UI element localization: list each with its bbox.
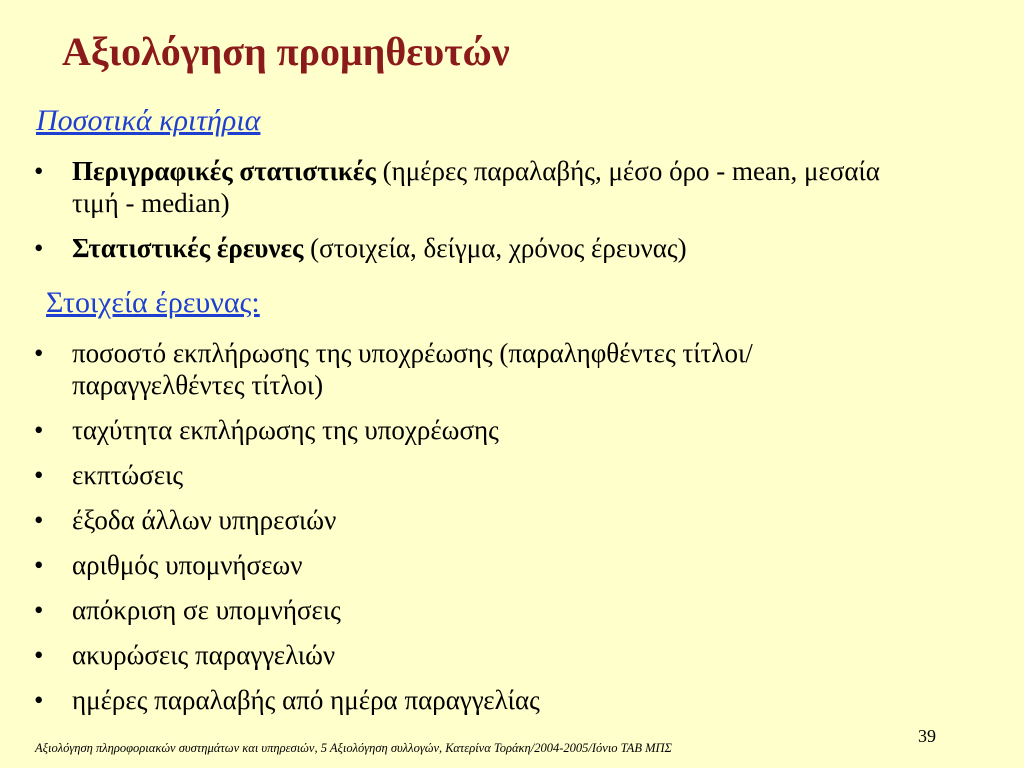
list-item: [30, 414, 870, 446]
bullet-icon: •: [34, 415, 44, 445]
bullet-icon: •: [34, 233, 44, 263]
list-item: [30, 459, 870, 491]
bullet-icon: •: [34, 460, 44, 490]
list-item: [30, 155, 910, 219]
quantitative-criteria-list: [30, 155, 910, 277]
item-text: έξοδα άλλων υπηρεσιών: [72, 505, 337, 535]
item-text: ακυρώσεις παραγγελιών: [72, 640, 336, 670]
item-text: (στοιχεία, δείγμα, χρόνος έρευνας): [303, 233, 687, 263]
bullet-icon: •: [34, 550, 44, 580]
section-heading-quantitative: Ποσοτικά κριτήρια: [36, 104, 261, 137]
slide-title: Αξιολόγηση προμηθευτών: [62, 29, 510, 74]
section-heading-survey-data: Στοιχεία έρευνας:: [46, 286, 260, 319]
item-text: ποσοστό εκπλήρωσης της υποχρέωσης (παραληφθέντες τίτλοι/παραγγελθέντες τίτλοι): [72, 338, 753, 400]
item-bold-label: Περιγραφικές στατιστικές: [72, 156, 376, 186]
page-number: 39: [918, 726, 936, 746]
bullet-icon: •: [34, 338, 44, 368]
item-bold-label: Στατιστικές έρευνες: [72, 233, 304, 263]
footer-text: Αξιολόγηση πληροφοριακών συστημάτων και υπηρεσιών, 5 Αξιολόγηση συλλογών, Κατερίνα Τοράκη/2004-2005/Ιόνιο ΤΑΒ ΜΠΣ: [35, 741, 672, 755]
list-item: [30, 232, 910, 264]
item-text: εκπτώσεις: [72, 460, 184, 490]
bullet-icon: •: [34, 685, 44, 715]
list-item: [30, 504, 870, 536]
list-item: [30, 549, 870, 581]
bullet-icon: •: [34, 595, 44, 625]
bullet-icon: •: [34, 156, 44, 186]
list-item: [30, 337, 870, 401]
item-text: αριθμός υπομνήσεων: [72, 550, 303, 580]
bullet-icon: •: [34, 505, 44, 535]
list-item: [30, 639, 870, 671]
bullet-icon: •: [34, 640, 44, 670]
item-text: ημέρες παραλαβής από ημέρα παραγγελίας: [72, 685, 540, 715]
item-text: ταχύτητα εκπλήρωσης της υποχρέωσης: [72, 415, 499, 445]
item-text: απόκριση σε υπομνήσεις: [72, 595, 341, 625]
item-text: (ημέρες παραλαβής, μέσο όρο - mean, μεσαία τιμή - median): [72, 156, 880, 218]
list-item: [30, 684, 870, 716]
survey-data-list: [30, 337, 870, 729]
list-item: [30, 594, 870, 626]
